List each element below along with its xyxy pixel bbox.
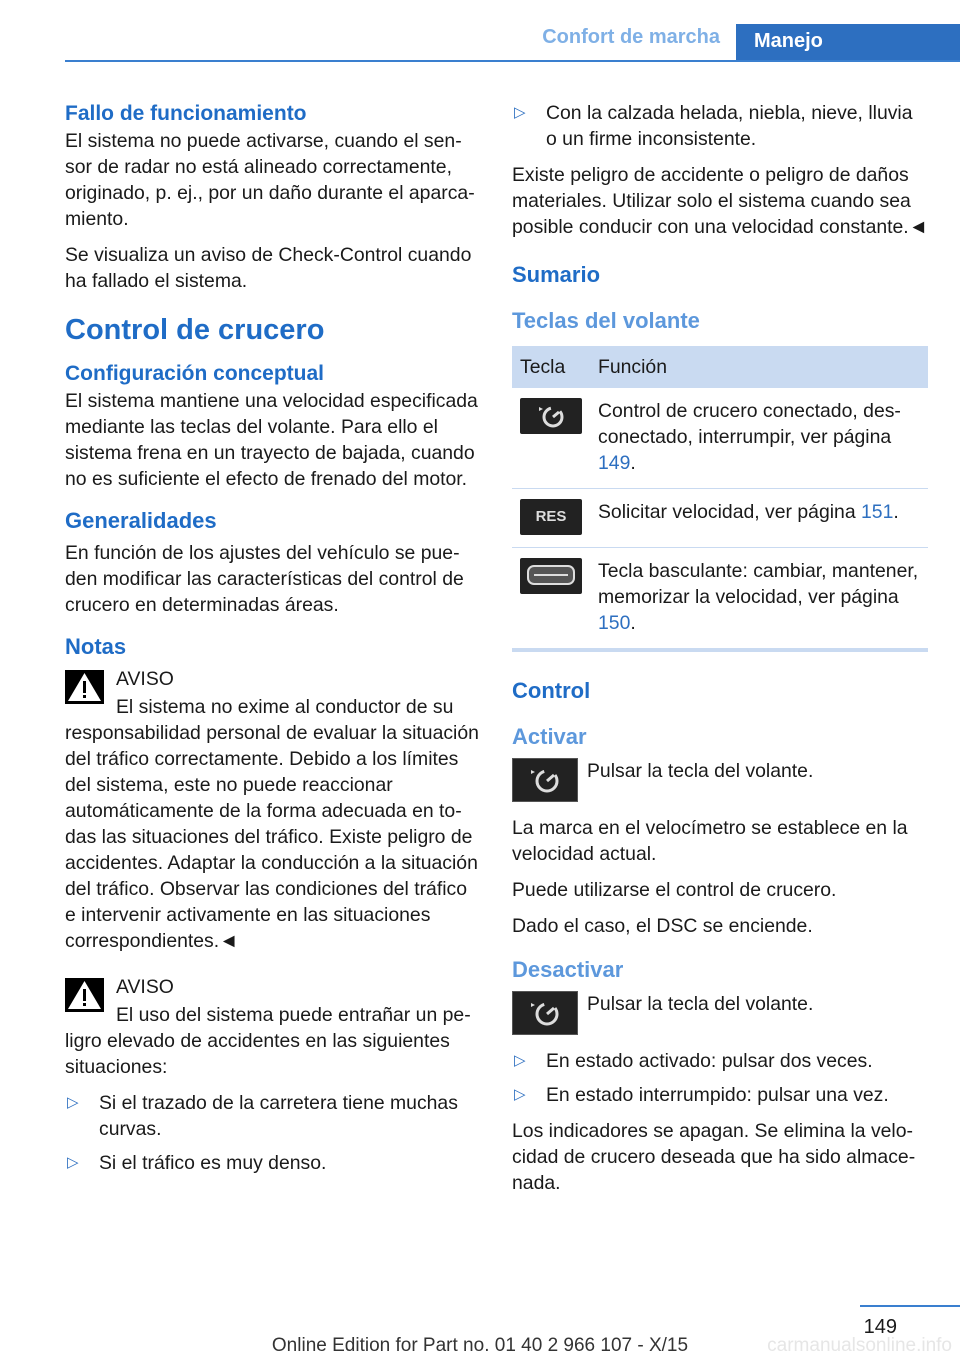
table-row: Control de crucero conectado, desconectado, interrumpir, ver página 149.: [512, 388, 928, 489]
config-heading: Configuración conceptual: [65, 362, 325, 385]
list-item-text: Si el tráfico es muy denso.: [99, 1152, 327, 1174]
list-item: [65, 1090, 480, 1142]
list-item-text: Con la calzada helada, niebla, nieve, lluvia o un firme inconsistente.: [546, 102, 913, 150]
control-heading: Control: [512, 678, 591, 703]
table-row: RES Solicitar velocidad, ver página 151.: [512, 489, 928, 548]
warning-bullets: [65, 1090, 480, 1176]
warning-block-1: [65, 666, 480, 692]
desactivar-heading: Desactivar: [512, 957, 624, 982]
sumario-heading: Sumario: [512, 262, 601, 287]
bullet-triangle-icon: ▷: [67, 1154, 79, 1171]
activar-paragraph-2: La marca en el velocímetro se establece en la velocidad actual.: [512, 817, 908, 865]
activar-paragraph-4: Dado el caso, el DSC se enciende.: [512, 915, 813, 937]
warning-block-2: [65, 974, 480, 1000]
table-header-function: Función: [590, 346, 928, 388]
fallo-paragraph-2: Se visualiza un aviso de Check-Control cuando ha fallado el sistema.: [65, 244, 472, 292]
desactivar-text: Pulsar la tecla del volante.: [587, 993, 814, 1015]
left-column: [65, 100, 480, 1186]
activar-instruction: [512, 758, 928, 803]
peligro-paragraph: Existe peligro de accidente o peligro de daños materiales. Utilizar solo el sistema cuando sea posible conducir con una velocidad constante.◄: [512, 164, 928, 238]
rocker-key-icon: [520, 558, 582, 594]
row-text: Tecla basculante: cambiar, mantener, memorizar la velocidad, ver página: [598, 560, 919, 608]
fallo-paragraph: El sistema no puede activarse, cuando el sensor de radar no está alineado correctamente, originado, p. ej., por un daño durante el aparcamiento.: [65, 130, 475, 230]
cruise-control-key-icon: [520, 398, 582, 434]
config-paragraph: El sistema mantiene una velocidad especificada mediante las teclas del volante. Para ello el sistema frena en un trayecto de bajada, cuando no es suficiente el efecto de frenado del motor.: [65, 390, 478, 490]
notas-heading: Notas: [65, 634, 127, 659]
right-column: [512, 100, 928, 1206]
warning-triangle-icon: [65, 670, 104, 704]
warning-label-1: AVISO: [116, 668, 174, 690]
activar-paragraph-3: Puede utilizarse el control de crucero.: [512, 879, 837, 901]
teclas-heading: Teclas del volante: [512, 308, 700, 333]
watermark: carmanualsonline.info: [767, 1335, 952, 1356]
desactivar-bullets: [512, 1048, 928, 1108]
page-number: 149: [863, 1316, 897, 1338]
bullet-triangle-icon: ▷: [514, 1086, 526, 1103]
page-link[interactable]: 150: [598, 612, 631, 634]
generalidades-paragraph: En función de los ajustes del vehículo se pueden modificar las características del control de crucero en determinadas áreas.: [65, 542, 464, 616]
list-item-text: Si el trazado de la carretera tiene muchas curvas.: [99, 1092, 458, 1140]
continued-bullets: [512, 100, 928, 152]
warning-text-1: El sistema no exime al conductor de su responsabilidad personal de evaluar la situación del tráfico correctamente. Debido a los límites del sistema, este no puede reaccionar automáticamente de la forma adecuada en todas las situaciones del tráfico. Existe peligro de accidentes. Adaptar la conducción a la situación del tráfico. Observar las condiciones del tráfico e intervenir activamente en las situaciones correspondientes.◄: [65, 696, 479, 952]
list-item-text: En estado activado: pulsar dos veces.: [546, 1050, 873, 1072]
warning-label-2: AVISO: [116, 976, 174, 998]
cruise-control-key-icon: [512, 758, 578, 802]
warning-text-2: El uso del sistema puede entrañar un peligro elevado de accidentes en las siguientes situaciones:: [65, 1004, 471, 1078]
list-item: [512, 1048, 928, 1074]
table-header-key: Tecla: [512, 346, 590, 388]
warning-triangle-icon: [65, 978, 104, 1012]
page-link[interactable]: 151: [861, 501, 894, 523]
steering-keys-table: [512, 346, 928, 652]
list-item: [512, 1082, 928, 1108]
table-header-row: [512, 346, 928, 388]
generalidades-heading: Generalidades: [65, 508, 217, 533]
row-text: Solicitar velocidad, ver página: [598, 501, 861, 523]
activar-heading: Activar: [512, 724, 587, 749]
row-text: Control de crucero conectado, desconectado, interrumpir, ver página: [598, 400, 901, 448]
bullet-triangle-icon: ▷: [514, 1052, 526, 1069]
fallo-heading: Fallo de funcionamiento: [65, 102, 307, 125]
activar-text: Pulsar la tecla del volante.: [587, 760, 814, 782]
header-divider: [65, 60, 960, 62]
bullet-triangle-icon: ▷: [514, 104, 526, 121]
list-item: [65, 1150, 480, 1176]
control-crucero-heading: Control de crucero: [65, 314, 325, 346]
bullet-triangle-icon: ▷: [67, 1094, 79, 1111]
res-key-icon: RES: [520, 499, 582, 535]
cruise-control-key-icon: [512, 991, 578, 1035]
header-tab-inactive: Confort de marcha: [542, 26, 720, 48]
list-item-text: En estado interrumpido: pulsar una vez.: [546, 1084, 889, 1106]
footer-divider: [860, 1305, 960, 1307]
header-tab-active: Manejo: [736, 24, 960, 62]
footer-edition: Online Edition for Part no. 01 40 2 966 107 - X/15: [271, 1335, 689, 1356]
final-paragraph: Los indicadores se apagan. Se elimina la velocidad de crucero deseada que ha sido almacenada.: [512, 1120, 916, 1194]
table-row: Tecla basculante: cambiar, mantener, memorizar la velocidad, ver página 150.: [512, 548, 928, 651]
page-link[interactable]: 149: [598, 452, 631, 474]
list-item: [512, 100, 928, 152]
desactivar-instruction: [512, 991, 928, 1036]
